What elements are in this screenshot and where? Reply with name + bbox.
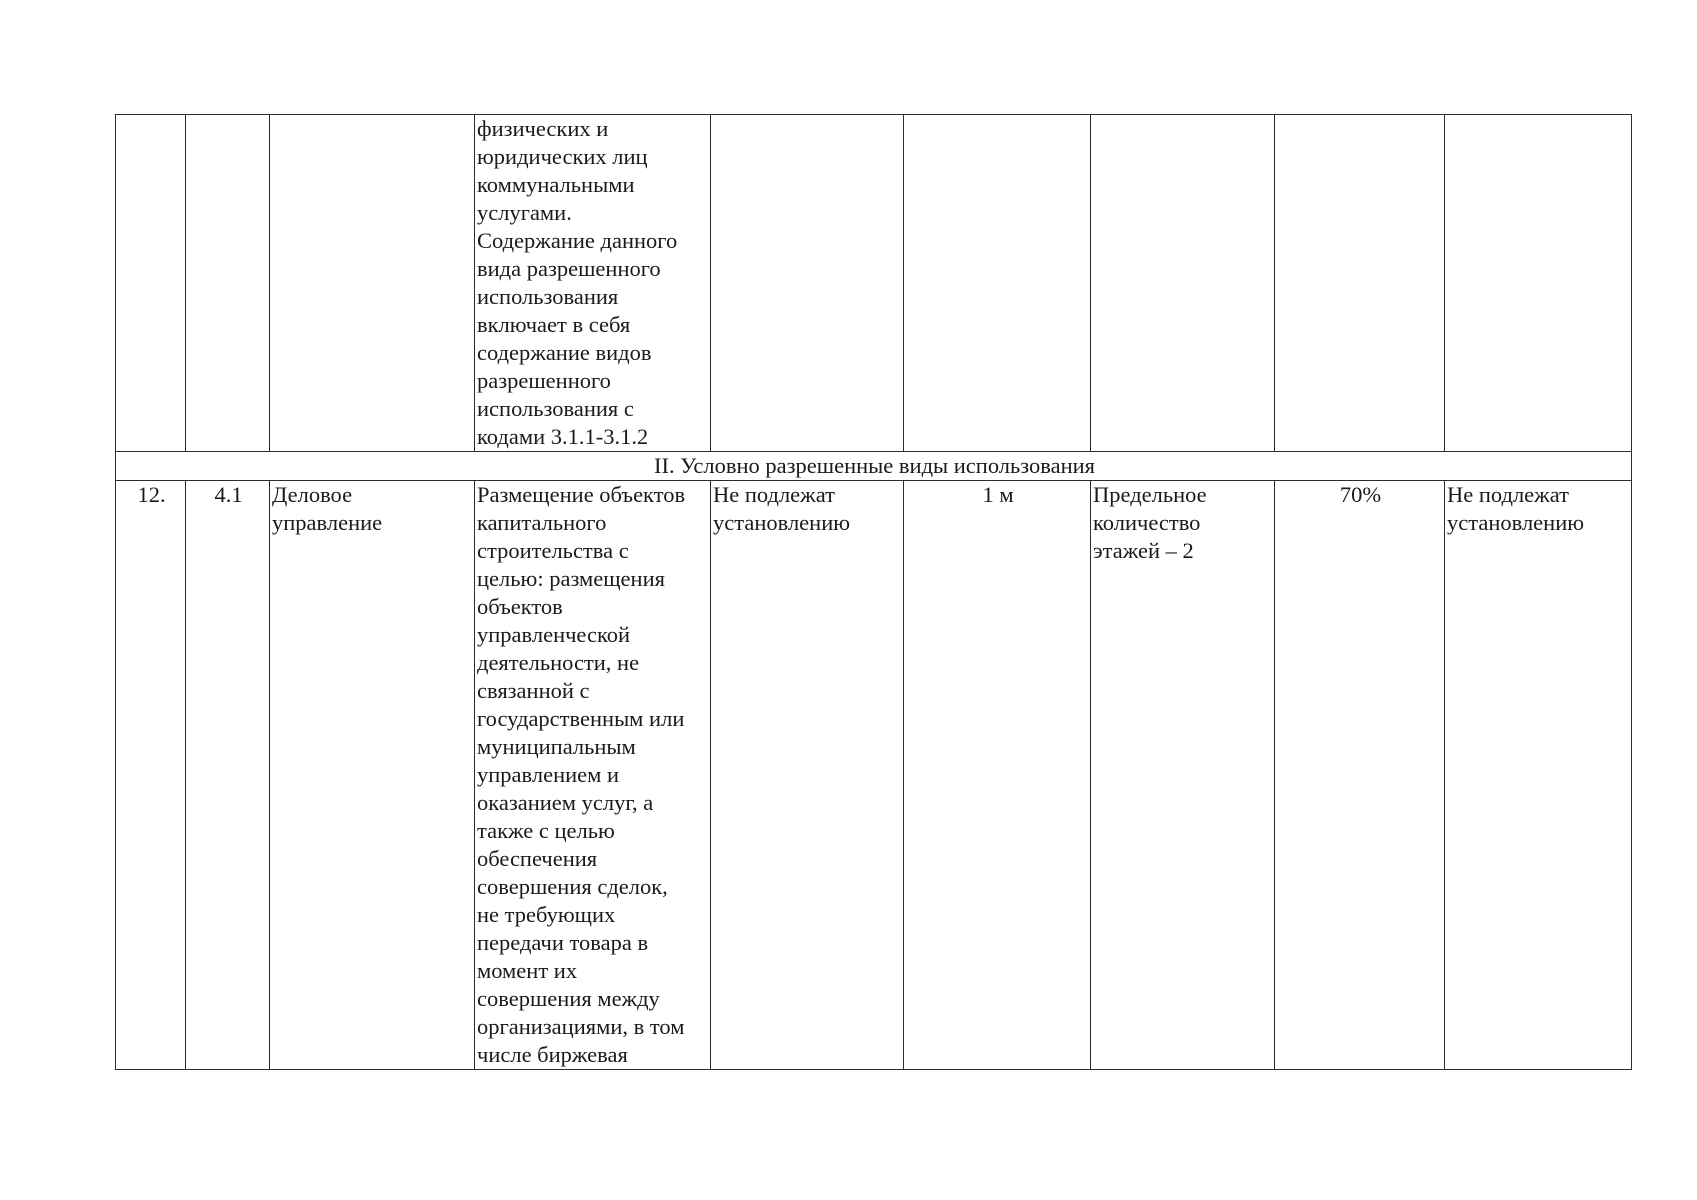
section-heading-row — [116, 452, 1632, 481]
row-name: Деловое управление — [270, 481, 475, 1070]
cell-setback — [904, 115, 1091, 452]
cell-code — [186, 115, 270, 452]
section-heading: II. Условно разрешенные виды использования — [116, 452, 1632, 481]
table-row — [116, 481, 1632, 1070]
row-setback: 1 м — [904, 481, 1091, 1070]
cell-restrictions — [1445, 115, 1632, 452]
row-number: 12. — [116, 481, 186, 1070]
cell-description: физических и юридических лиц коммунальными услугами. Содержание данного вида разрешенного использования включает в себя содержание видов разрешенного использования с кодами 3.1.1-3.1.2 — [475, 115, 711, 452]
row-coverage: 70% — [1275, 481, 1445, 1070]
cell-floors — [1091, 115, 1275, 452]
cell-number — [116, 115, 186, 452]
row-code: 4.1 — [186, 481, 270, 1070]
row-restrictions: Не подлежат установлению — [1445, 481, 1632, 1070]
zoning-table — [115, 114, 1632, 1070]
row-min-area: Не подлежат установлению — [711, 481, 904, 1070]
row-floors: Предельное количество этажей – 2 — [1091, 481, 1275, 1070]
cell-name — [270, 115, 475, 452]
cell-min-area — [711, 115, 904, 452]
table-row-continuation — [116, 115, 1632, 452]
row-description: Размещение объектов капитального строительства с целью: размещения объектов управленческой деятельности, не связанной с государственным или муниципальным управлением и оказанием услуг, а также с целью обеспечения совершения сделок, не требующих передачи товара в момент их совершения между организациями, в том числе биржевая — [475, 481, 711, 1070]
cell-coverage — [1275, 115, 1445, 452]
